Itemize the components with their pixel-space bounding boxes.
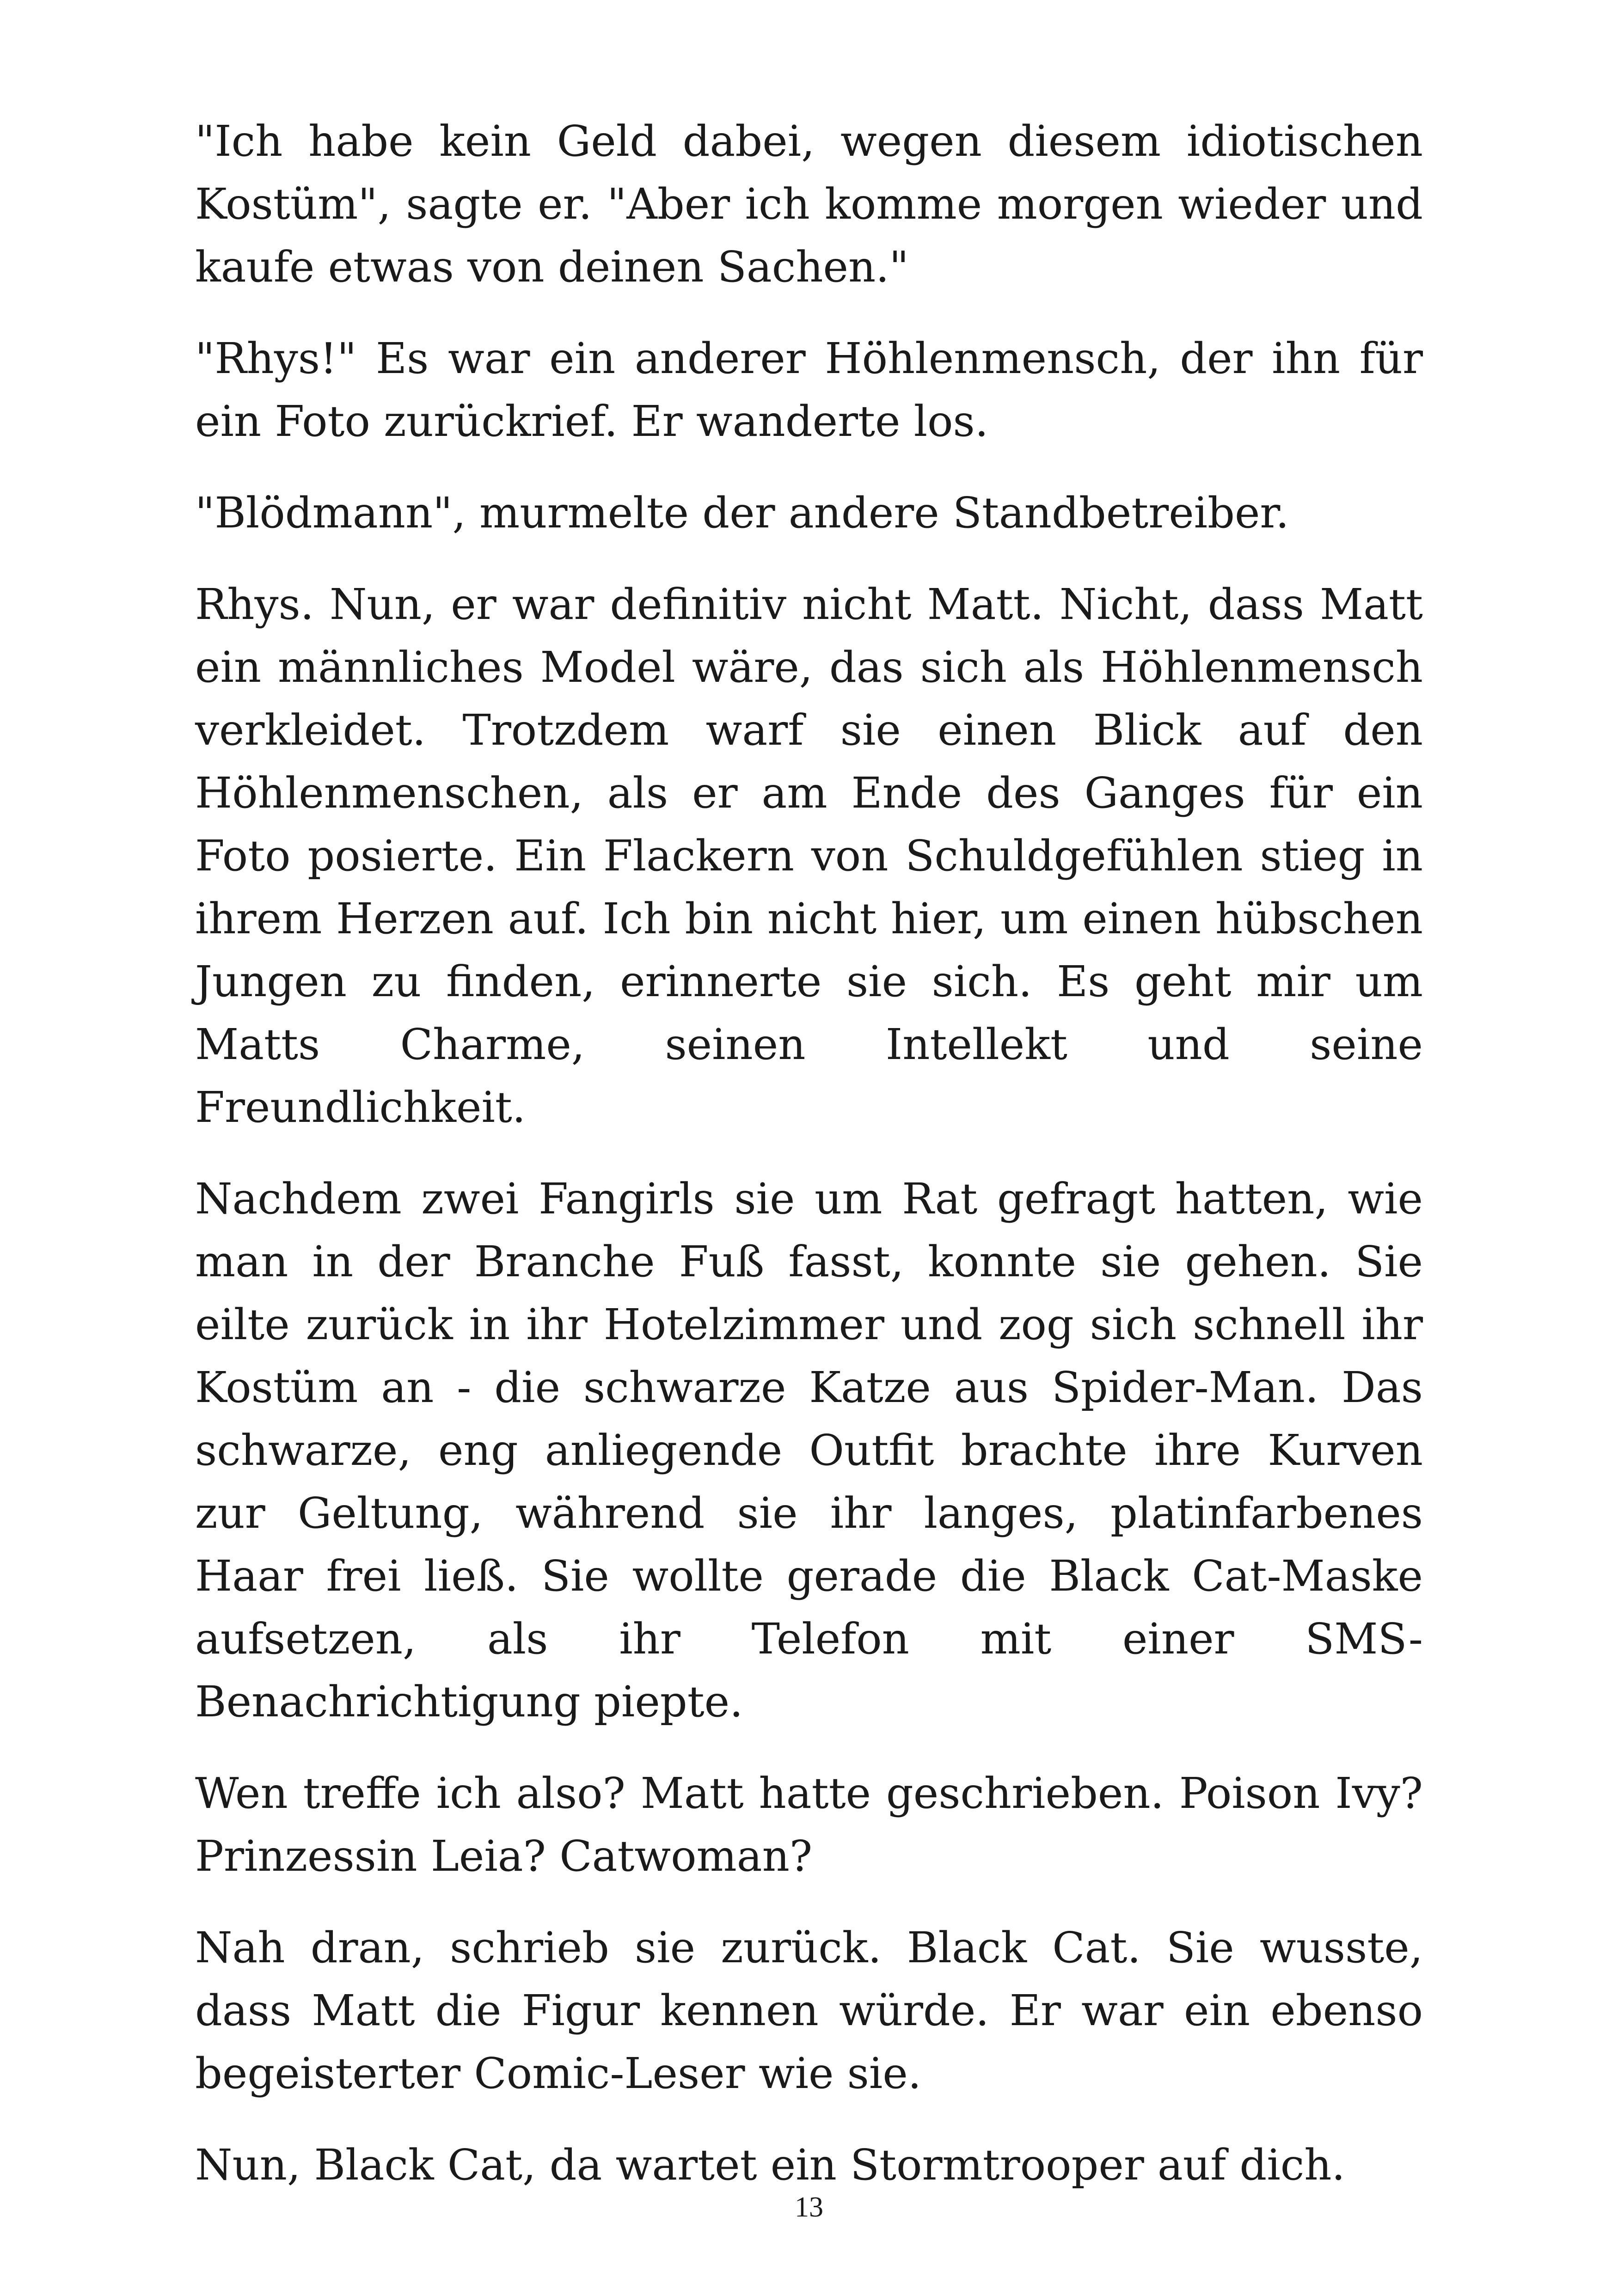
body-text [195,110,1423,2225]
page-number: 13 [795,2192,823,2223]
paragraph-7: Nah dran, schrieb sie zurück. Black Cat. Sie wusste, dass Matt die Figur kennen würde. Er war ein ebenso begeisterter Comic-Leser wie sie. [195,1923,1423,2098]
paragraph-1: "Ich habe kein Geld dabei, wegen diesem idiotischen Kostüm", sagte er. "Aber ich komme morgen wieder und kaufe etwas von deinen Sachen." [195,116,1423,292]
paragraph-2: "Rhys!" Es war ein anderer Höhlenmensch, der ihn für ein Foto zurückrief. Er wanderte los. [195,334,1423,446]
paragraph-4: Rhys. Nun, er war definitiv nicht Matt. Nicht, dass Matt ein männliches Model wäre, das sich als Höhlenmensch verkleidet. Trotzdem warf sie einen Blick auf den Höhlenmenschen, als er am Ende des Ganges für ein Foto posierte. Ein Flackern von Schuldgefühlen stieg in ihrem Herzen auf. Ich bin nicht hier, um einen hübschen Jungen zu finden, erinnerte sie sich. Es geht mir um Matts Charme, seinen Intellekt und seine Freundlichkeit. [195,580,1423,1132]
paragraph-5: Nachdem zwei Fangirls sie um Rat gefragt hatten, wie man in der Branche Fuß fasst, konnte sie gehen. Sie eilte zurück in ihr Hotelzimmer und zog sich schnell ihr Kostüm an - die schwarze Katze aus Spider-Man. Das schwarze, eng anliegende Outfit brachte ihre Kurven zur Geltung, während sie ihr langes, platinfarbenes Haar frei ließ. Sie wollte gerade die Black Cat-Maske aufsetzen, als ihr Telefon mit einer SMS-Benachrichtigung piepte. [195,1174,1423,1727]
paragraph-3: "Blödmann", murmelte der andere Standbetreiber. [195,488,1289,538]
paragraph-8: Nun, Black Cat, da wartet ein Stormtrooper auf dich. [195,2140,1345,2190]
paragraph-6: Wen treffe ich also? Matt hatte geschrieben. Poison Ivy? Prinzessin Leia? Catwoman? [195,1769,1423,1881]
